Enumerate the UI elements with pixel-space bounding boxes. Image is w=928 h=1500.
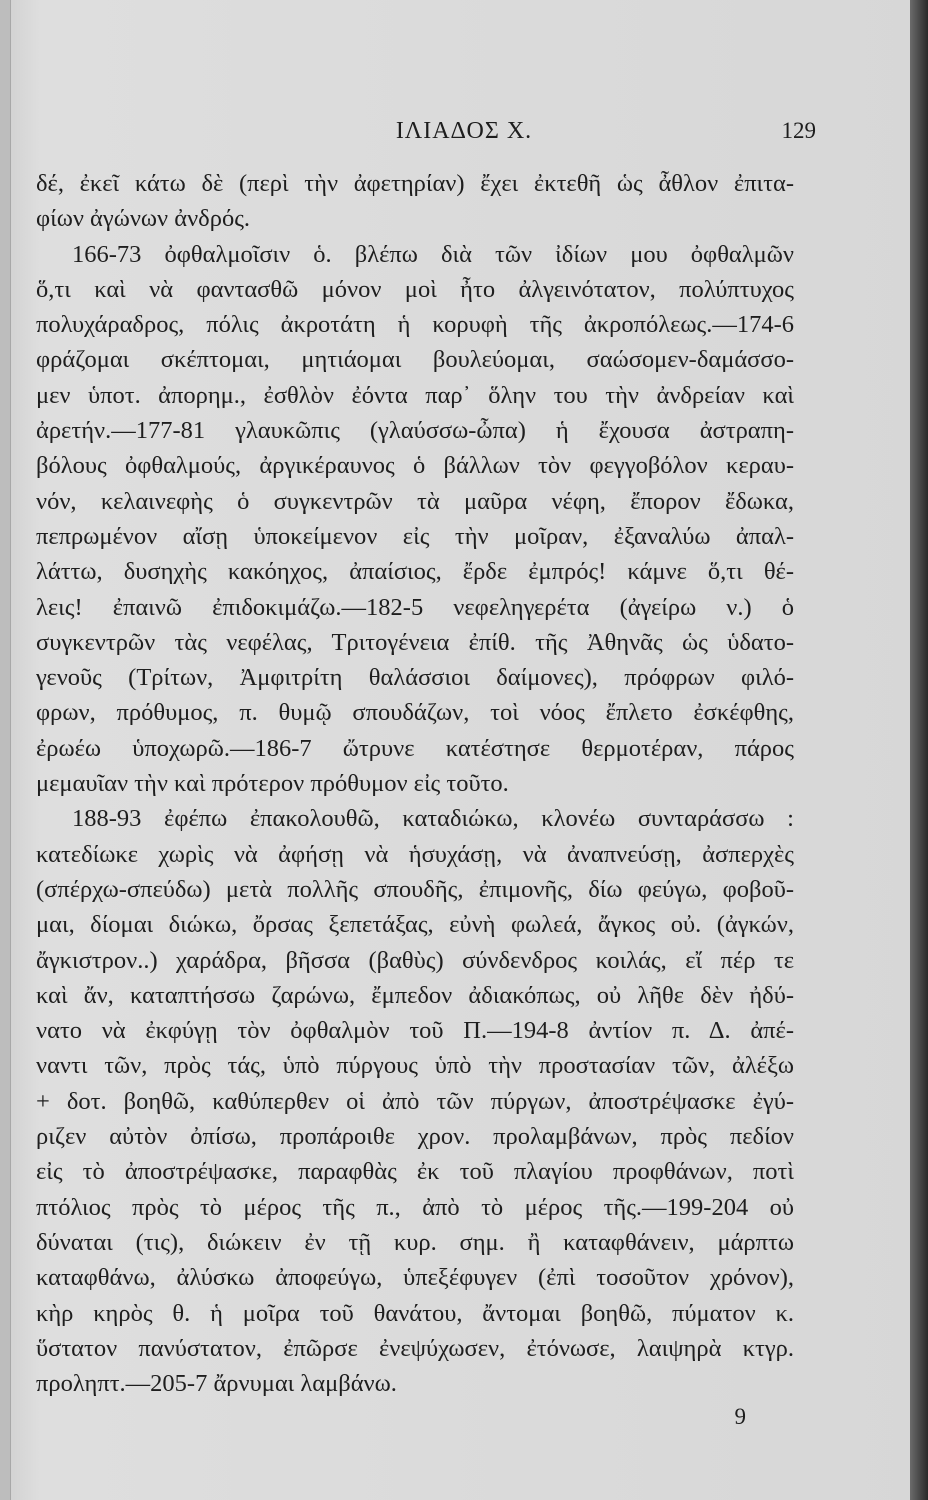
text-line: πεπρωμένον αἴσῃ ὑποκείμενον εἰς τὴν μοῖραν, ἐξαναλύω ἀπαλ- xyxy=(36,522,794,550)
scan-edge xyxy=(910,0,928,1500)
text-line: εἰς τὸ ἀποστρέψασκε, παραφθὰς ἐκ τοῦ πλαγίου προφθάνων, ποτὶ xyxy=(36,1158,794,1186)
text-line: καταφθάνω, ἀλύσκω ἀποφεύγω, ὑπεξέφυγεν (ἐπὶ τοσοῦτον χρόνον), xyxy=(36,1264,794,1292)
text-line: δύναται (τις), διώκειν ἐν τῇ κυρ. σημ. ἢ καταφθάνειν, μάρπτω xyxy=(36,1228,794,1256)
text-line: φράζομαι σκέπτομαι, μητιάομαι βουλεύομαι, σαώσομεν-δαμάσσο- xyxy=(36,346,794,374)
text-line: ὕστατον πανύστατον, ἐπῶρσε ἐνεψύχωσεν, ἐτόνωσε, λαιψηρὰ κτγρ. xyxy=(36,1334,794,1362)
text-line: πολυχάραδρος, πόλις ἀκροτάτη ἡ κορυφὴ τῆς ἀκροπόλεως.—174-6 xyxy=(36,311,794,339)
text-line: ὅ,τι καὶ νὰ φαντασθῶ μόνον μοὶ ἦτο ἀλγεινότατον, πολύπτυχος xyxy=(36,275,794,303)
signature-mark: 9 xyxy=(734,1404,746,1429)
text-line: ριζεν αὐτὸν ὀπίσω, προπάροιθε χρον. προλαμβάνων, πρὸς πεδίον xyxy=(36,1123,794,1151)
text-line: 188-93 ἐφέπω ἐπακολουθῶ, καταδιώκω, κλονέω συνταράσσω : xyxy=(72,805,794,833)
text-line: νατο νὰ ἐκφύγῃ τὸν ὀφθαλμὸν τοῦ Π.—194-8 ἀντίον π. Δ. ἀπέ- xyxy=(36,1017,794,1045)
text-line: φίων ἀγώνων ἀνδρός. xyxy=(36,205,251,233)
text-line: μεμαυῖαν τὴν καὶ πρότερον πρόθυμον εἰς τοῦτο. xyxy=(36,770,509,798)
text-line: ἐρωέω ὑποχωρῶ.—186-7 ὤτρυνε κατέστησε θερμοτέραν, πάρος xyxy=(36,734,794,762)
text-line: πτόλιος πρὸς τὸ μέρος τῆς π., ἀπὸ τὸ μέρος τῆς.—199-204 οὐ xyxy=(36,1193,794,1221)
page-gutter xyxy=(0,0,11,1500)
text-line: λάττω, δυσηχὴς κακόηχος, ἀπαίσιος, ἔρδε ἐμπρός! κάμνε ὅ,τι θέ- xyxy=(36,558,794,586)
text-line: ναντι τῶν, πρὸς τάς, ὑπὸ πύργους ὑπὸ τὴν προστασίαν τῶν, ἀλέξω xyxy=(36,1052,794,1080)
text-line: κατεδίωκε χωρὶς νὰ ἀφήσῃ νὰ ἡσυχάσῃ, νὰ ἀναπνεύσῃ, ἀσπερχὲς xyxy=(36,840,794,868)
page-number: 129 xyxy=(781,118,816,143)
text-line: προληπτ.—205-7 ἄρνυμαι λαμβάνω. xyxy=(36,1370,397,1398)
commentary-text xyxy=(36,166,794,1401)
running-title: ΙΛΙΑΔΟΣ Χ. xyxy=(395,118,533,144)
text-line: καὶ ἄν, καταπτήσσω ζαρώνω, ἔμπεδον ἀδιακόπως, οὐ λῆθε δὲν ἠδύ- xyxy=(36,981,794,1009)
text-line: ἀρετήν.—177-81 γλαυκῶπις (γλαύσσω-ὦπα) ἡ ἔχουσα ἀστραπη- xyxy=(36,417,794,445)
text-line: νόν, κελαινεφὴς ὁ συγκεντρῶν τὰ μαῦρα νέφη, ἔπορον ἔδωκα, xyxy=(36,487,794,515)
text-line: δέ, ἐκεῖ κάτω δὲ (περὶ τὴν ἀφετηρίαν) ἔχει ἐκτεθῆ ὡς ἆθλον ἐπιτα- xyxy=(36,170,794,197)
text-line: ἄγκιστρον..) χαράδρα, βῆσσα (βαθὺς) σύνδενδρος κοιλάς, εἴ πέρ τε xyxy=(36,946,794,974)
text-line: γενοῦς (Τρίτων, Ἀμφιτρίτη θαλάσσιοι δαίμονες), πρόφρων φιλό- xyxy=(36,664,794,692)
text-line: κὴρ κηρὸς θ. ἡ μοῖρα τοῦ θανάτου, ἄντομαι βοηθῶ, πύματον κ. xyxy=(36,1299,794,1327)
text-line: (σπέρχω-σπεύδω) μετὰ πολλῆς σπουδῆς, ἐπιμονῆς, δίω φεύγω, φοβοῦ- xyxy=(36,875,794,903)
text-line: μαι, δίομαι διώκω, ὄρσας ξεπετάξας, εὐνὴ φωλεά, ἄγκος οὐ. (ἀγκών, xyxy=(36,911,794,939)
text-line: + δοτ. βοηθῶ, καθύπερθεν οἱ ἀπὸ τῶν πύργων, ἀποστρέψασκε ἐγύ- xyxy=(36,1087,794,1115)
text-line: βόλους ὀφθαλμούς, ἀργικέραυνος ὁ βάλλων τὸν φεγγοβόλον κεραυ- xyxy=(36,452,794,480)
text-line: 166-73 ὀφθαλμοῖσιν ὁ. βλέπω διὰ τῶν ἰδίων μου ὀφθαλμῶν xyxy=(72,240,794,268)
text-line: συγκεντρῶν τὰς νεφέλας, Τριτογένεια ἐπίθ. τῆς Ἀθηνᾶς ὡς ὑδατο- xyxy=(36,628,794,656)
text-line: μεν ὑποτ. ἀπορημ., ἐσθλὸν ἐόντα παρ᾽ ὅλην του τὴν ἀνδρείαν καὶ xyxy=(36,381,794,409)
text-line: φρων, πρόθυμος, π. θυμῷ σπουδάζων, τοὶ νόος ἔπλετο ἐσκέφθης, xyxy=(36,699,794,727)
text-line: λεις! ἐπαινῶ ἐπιδοκιμάζω.—182-5 νεφεληγερέτα (ἀγείρω ν.) ὁ xyxy=(36,593,794,621)
